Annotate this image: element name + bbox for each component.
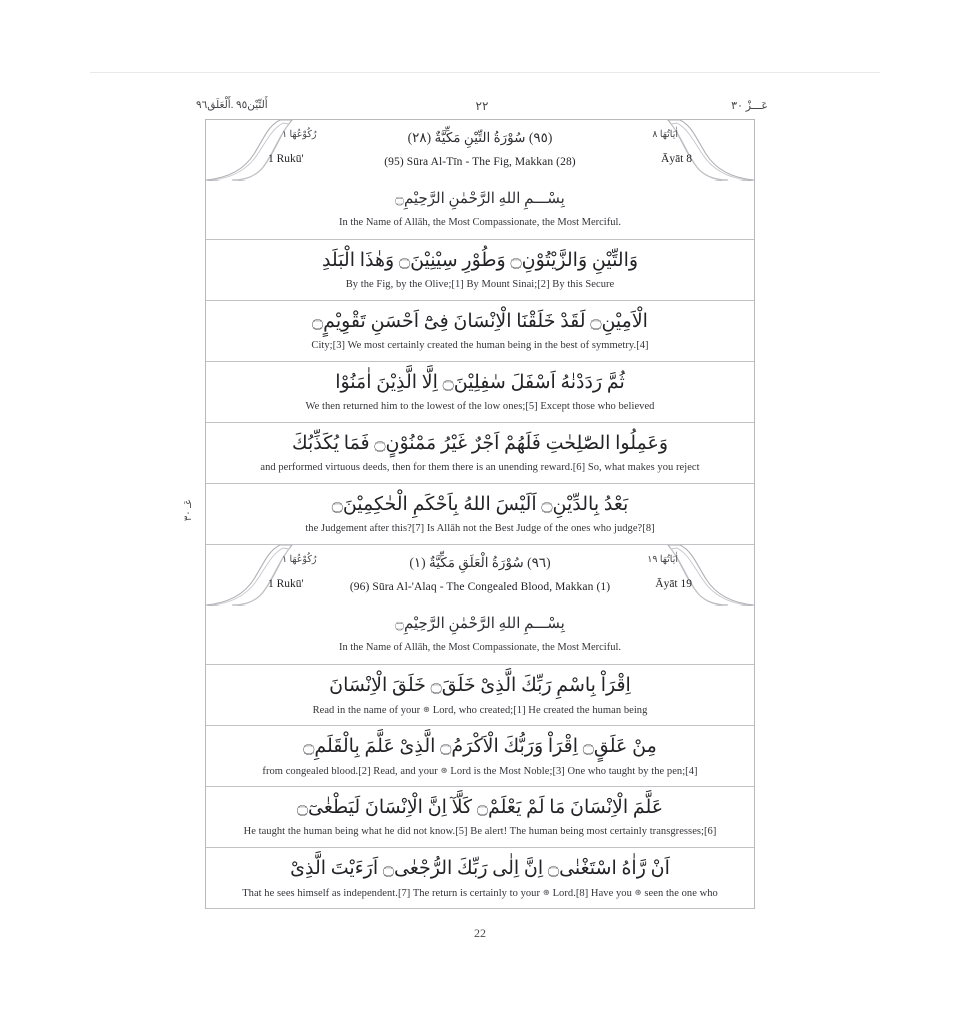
verse-arabic: بَعْدُ بِالدِّيْنِ۝ اَلَيْسَ اللهُ بِاَحْكَمِ الْحٰكِمِيْنَ۝ xyxy=(331,494,629,515)
verse-translation: the Judgement after this?[7] Is Allāh not the Best Judge of the ones who judge?[8] xyxy=(305,523,655,534)
verse-row xyxy=(206,787,754,848)
verse-row xyxy=(206,665,754,726)
running-header-juz: عَـــزْ ٣٠ xyxy=(731,100,768,112)
sura-ayat-arabic: اٰيَاتُهَا ٨ xyxy=(652,130,678,140)
honorific-marker-icon: ⊛ xyxy=(634,887,642,897)
honorific-marker-icon: ⊛ xyxy=(422,704,431,714)
page-number: 22 xyxy=(474,926,486,940)
verse-translation: Read in the name of your ⊛ Lord, who created;[1] He created the human being xyxy=(312,704,648,716)
verse-translation: from congealed blood.[2] Read, and your ⊛ Lord is the Most Noble;[3] One who taught by the pen;[4] xyxy=(262,765,698,777)
sura-ayat-latin: Āyāt 8 xyxy=(661,153,692,165)
verse-arabic: مِنْ عَلَقٍ۝ اِقْرَاْ وَرَبُّكَ الْاَكْرَمُ۝ الَّذِىْ عَلَّمَ بِالْقَلَمِ۝ xyxy=(303,736,657,757)
margin-juz-marker: عَـ ٣٠ xyxy=(183,498,194,522)
bismillah-arabic: بِسْـــمِ اللهِ الرَّحْمٰنِ الرَّحِيْمِ۝ xyxy=(395,191,565,207)
verse-arabic: وَالتِّيْنِ وَالزَّيْتُوْنِ۝ وَطُوْرِ سِيْنِيْنَ۝ وَهٰذَا الْبَلَدِ xyxy=(321,250,639,271)
bismillah-arabic: بِسْـــمِ اللهِ الرَّحْمٰنِ الرَّحِيْمِ۝ xyxy=(395,616,565,632)
verse-row xyxy=(206,301,754,362)
sura-ruku-latin: 1 Rukū' xyxy=(268,578,304,590)
sura-header-row xyxy=(206,545,754,606)
verse-arabic: الْاَمِيْنِ۝ لَقَدْ خَلَقْنَا الْاِنْسَانَ فِىْٓ اَحْسَنِ تَقْوِيْمٍ۝ xyxy=(312,311,648,332)
sura-title-arabic: (٩٥) سُوْرَةُ التِّيْنِ مَكِّيَّةٌ (٢٨) xyxy=(407,130,553,145)
verse-row xyxy=(206,484,754,545)
verse-row xyxy=(206,726,754,787)
verse-arabic: عَلَّمَ الْاِنْسَانَ مَا لَمْ يَعْلَمْ۝ كَلَّآ اِنَّ الْاِنْسَانَ لَيَطْغٰىٓ۝ xyxy=(296,797,664,818)
sura-title-arabic: (٩٦) سُوْرَةُ الْعَلَقِ مَكِّيَّةٌ (١) xyxy=(409,555,551,570)
verse-arabic: ثُمَّ رَدَدْنٰهُ اَسْفَلَ سٰفِلِيْنَ۝ اِلَّا الَّذِيْنَ اٰمَنُوْا xyxy=(335,372,625,393)
bismillah-row xyxy=(206,181,754,240)
sura-title-latin: (96) Sūra Al-'Alaq - The Congealed Blood, Makkan (1) xyxy=(349,581,611,593)
verse-arabic: وَعَمِلُوا الصّٰلِحٰتِ فَلَهُمْ اَجْرٌ غَيْرُ مَمْنُوْنٍ۝ فَمَا يُكَذِّبُكَ xyxy=(291,433,669,454)
sura-header-row xyxy=(206,120,754,181)
verse-translation: That he sees himself as independent.[7] The return is certainly to your ⊛ Lord.[8] Have you ⊛ seen the one who xyxy=(242,887,718,899)
sura-ruku-arabic: رُكُوْعُهَا ١ xyxy=(282,130,317,140)
sheet-top-rule xyxy=(90,72,880,73)
bismillah-row xyxy=(206,606,754,665)
verse-row xyxy=(206,362,754,423)
sura-ayat-arabic: اٰيَاتُهَا ١٩ xyxy=(647,555,678,565)
verse-row xyxy=(206,240,754,301)
running-header-sura-names: أَلتِّيْن٩٥ .أَلْعَلَق٩٦ xyxy=(196,100,268,111)
quran-verse-table xyxy=(205,119,755,909)
bismillah-translation: In the Name of Allāh, the Most Compassionate, the Most Merciful. xyxy=(339,217,621,228)
verse-arabic: اَنْ رَّاٰهُ اسْتَغْنٰى۝ اِنَّ اِلٰى رَبِّكَ الرُّجْعٰى۝ اَرَءَيْتَ الَّذِىْ xyxy=(290,858,670,879)
verse-arabic: اِقْرَاْ بِاسْمِ رَبِّكَ الَّذِىْ خَلَقَ۝ خَلَقَ الْاِنْسَانَ xyxy=(329,675,631,696)
sura-ruku-arabic: رُكُوْعُهَا ١ xyxy=(282,555,317,565)
running-header xyxy=(196,96,768,116)
bismillah-translation: In the Name of Allāh, the Most Compassionate, the Most Merciful. xyxy=(339,642,621,653)
verse-translation: and performed virtuous deeds, then for them there is an unending reward.[6] So, what makes you reject xyxy=(260,462,700,473)
verse-translation: By the Fig, by the Olive;[1] By Mount Sinai;[2] By this Secure xyxy=(345,279,615,290)
honorific-marker-icon: ⊛ xyxy=(542,887,550,897)
sura-ayat-latin: Āyāt 19 xyxy=(655,578,692,590)
sura-ruku-latin: 1 Rukū' xyxy=(268,153,304,165)
sura-title-latin: (95) Sūra Al-Tīn - The Fig, Makkan (28) xyxy=(384,156,576,168)
verse-translation: City;[3] We most certainly created the human being in the best of symmetry.[4] xyxy=(311,340,649,351)
running-header-page-number-arabic: ٢٢ xyxy=(475,99,489,113)
verse-row xyxy=(206,848,754,909)
verse-translation: We then returned him to the lowest of the low ones;[5] Except those who believed xyxy=(305,401,655,412)
honorific-marker-icon: ⊛ xyxy=(440,765,448,775)
verse-row xyxy=(206,423,754,484)
verse-translation: He taught the human being what he did not know.[5] Be alert! The human being most certainly transgresses;[6] xyxy=(243,826,717,837)
